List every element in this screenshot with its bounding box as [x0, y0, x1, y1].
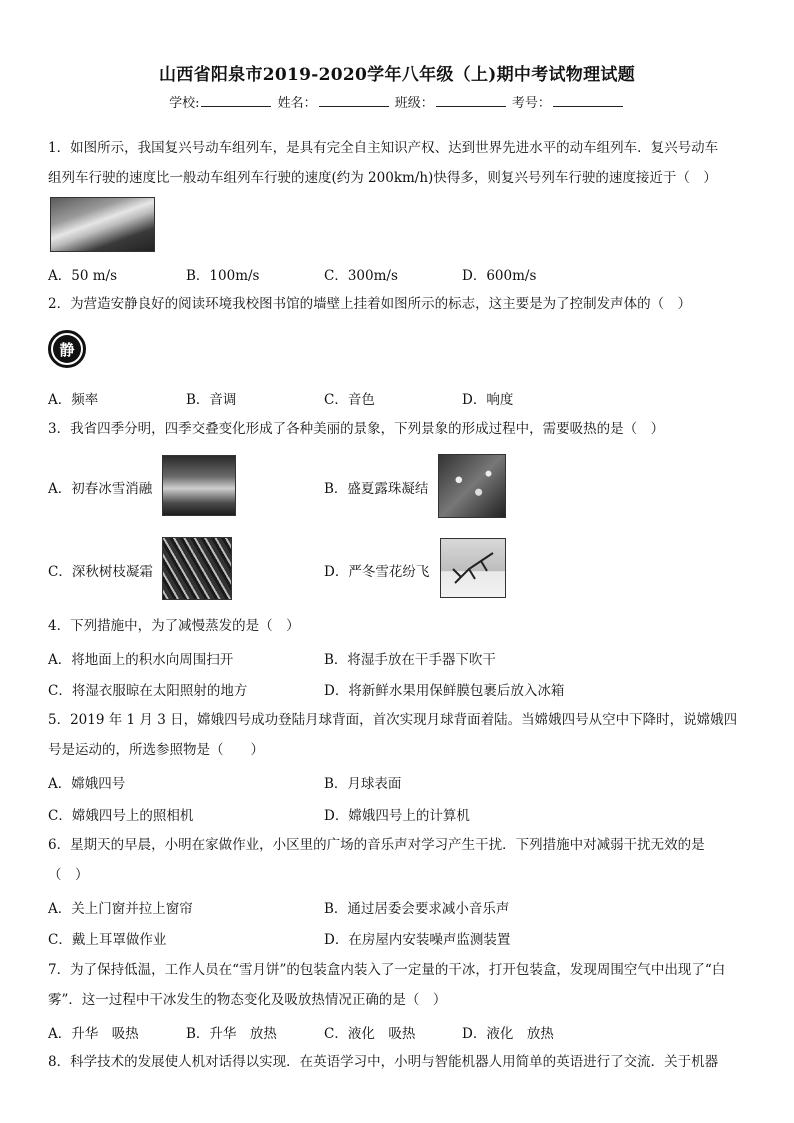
- question-7-option-b: B．升华 放热: [186, 1026, 277, 1042]
- question-2-option-a: A．频率: [48, 392, 99, 408]
- class-blank: [436, 94, 506, 107]
- question-3-line-1: 3．我省四季分明，四季交叠变化形成了各种美丽的景象，下列景象的形成过程中，需要吸热的是（ ）: [48, 421, 665, 437]
- question-6-line-1: 6．星期天的早晨，小明在家做作业，小区里的广场的音乐声对学习产生干扰．下列措施中对减弱干扰无效的是: [48, 837, 705, 853]
- question-2-option-c: C．音色: [324, 392, 375, 408]
- question-7-line-2: 雾”．这一过程中干冰发生的物态变化及吸放热情况正确的是（ ）: [48, 992, 447, 1008]
- question-7-option-c: C．液化 吸热: [324, 1026, 416, 1042]
- question-5-option-c: C．嫦娥四号上的照相机: [48, 808, 194, 824]
- melting-ice-photo: [162, 455, 236, 516]
- question-2-option-d: D．响度: [462, 392, 514, 408]
- question-3-option-b: B．盛夏露珠凝结: [324, 481, 429, 497]
- question-6-line-2: （ ）: [48, 867, 89, 883]
- question-4-line-1: 4．下列措施中，为了减慢蒸发的是（ ）: [48, 618, 300, 634]
- name-blank: [319, 94, 389, 107]
- question-1-line-2: 组列车行驶的速度比一般动车组列车行驶的速度(约为 200km/h)快得多，则复兴号列车行驶的速度接近于（ ）: [48, 170, 717, 186]
- high-speed-train-photo: [50, 197, 155, 252]
- question-7-line-1: 7．为了保持低温，工作人员在“雪月饼”的包装盒内装入了一定量的干冰，打开包装盒，发现周围空气中出现了“白: [48, 962, 726, 978]
- question-1-option-c: C．300m/s: [324, 268, 398, 284]
- question-5-line-1: 5．2019 年 1 月 3 日，嫦娥四号成功登陆月球背面，首次实现月球背面着陆。当嫦娥四号从空中下降时，说嫦娥四: [48, 712, 738, 728]
- question-2-line-1: 2．为营造安静良好的阅读环境我校图书馆的墙壁上挂着如图所示的标志，这主要是为了控制发声体的（ ）: [48, 296, 692, 312]
- question-5-option-d: D．嫦娥四号上的计算机: [324, 808, 470, 824]
- question-8-line-1: 8．科学技术的发展使人机对话得以实现．在英语学习中，小明与智能机器人用简单的英语进行了交流．关于机器: [48, 1054, 719, 1070]
- name-label: 姓名：: [277, 96, 317, 111]
- question-7-option-d: D．液化 放热: [462, 1026, 554, 1042]
- question-3-option-d: D．严冬雪花纷飞: [324, 564, 430, 580]
- page-title: 山西省阳泉市2019-2020学年八年级（上)期中考试物理试题: [158, 65, 636, 85]
- student-info-line: [0, 92, 794, 111]
- question-3-option-c: C．深秋树枝凝霜: [48, 564, 153, 580]
- question-5-line-2: 号是运动的，所选参照物是（ ）: [48, 742, 264, 758]
- question-4-option-d: D．将新鲜水果用保鲜膜包裹后放入冰箱: [324, 683, 565, 699]
- quiet-sign-text: 静: [53, 335, 81, 363]
- question-2-option-b: B．音调: [186, 392, 237, 408]
- school-label: 学校:: [169, 96, 200, 111]
- question-6-option-c: C．戴上耳罩做作业: [48, 932, 167, 948]
- number-blank: [553, 94, 623, 107]
- question-1-line-1: 1．如图所示，我国复兴号动车组列车，是具有完全自主知识产权、达到世界先进水平的动车组列车．复兴号动车: [48, 140, 719, 156]
- question-5-option-a: A．嫦娥四号: [48, 776, 126, 792]
- class-label: 班级：: [394, 96, 434, 111]
- question-6-option-b: B．通过居委会要求减小音乐声: [324, 901, 510, 917]
- school-blank: [201, 94, 271, 107]
- question-6-option-d: D．在房屋内安装噪声监测装置: [324, 932, 511, 948]
- question-3-option-a: A．初春冰雪消融: [48, 481, 153, 497]
- question-4-option-b: B．将湿手放在干手器下吹干: [324, 652, 496, 668]
- question-6-option-a: A．关上门窗并拉上窗帘: [48, 901, 193, 917]
- number-label: 考号：: [511, 96, 551, 111]
- dew-drops-photo: [438, 454, 506, 518]
- quiet-sign-icon: [48, 330, 86, 368]
- question-4-option-c: C．将湿衣服晾在太阳照射的地方: [48, 683, 248, 699]
- question-1-option-d: D．600m/s: [462, 268, 537, 284]
- question-7-option-a: A．升华 吸热: [48, 1026, 139, 1042]
- question-5-option-b: B．月球表面: [324, 776, 402, 792]
- question-4-option-a: A．将地面上的积水向周围扫开: [48, 652, 234, 668]
- question-1-option-a: A．50 m/s: [48, 268, 117, 284]
- frosted-branches-photo: [162, 537, 232, 600]
- snowy-tree-photo: [440, 538, 506, 598]
- question-1-option-b: B．100m/s: [186, 268, 260, 284]
